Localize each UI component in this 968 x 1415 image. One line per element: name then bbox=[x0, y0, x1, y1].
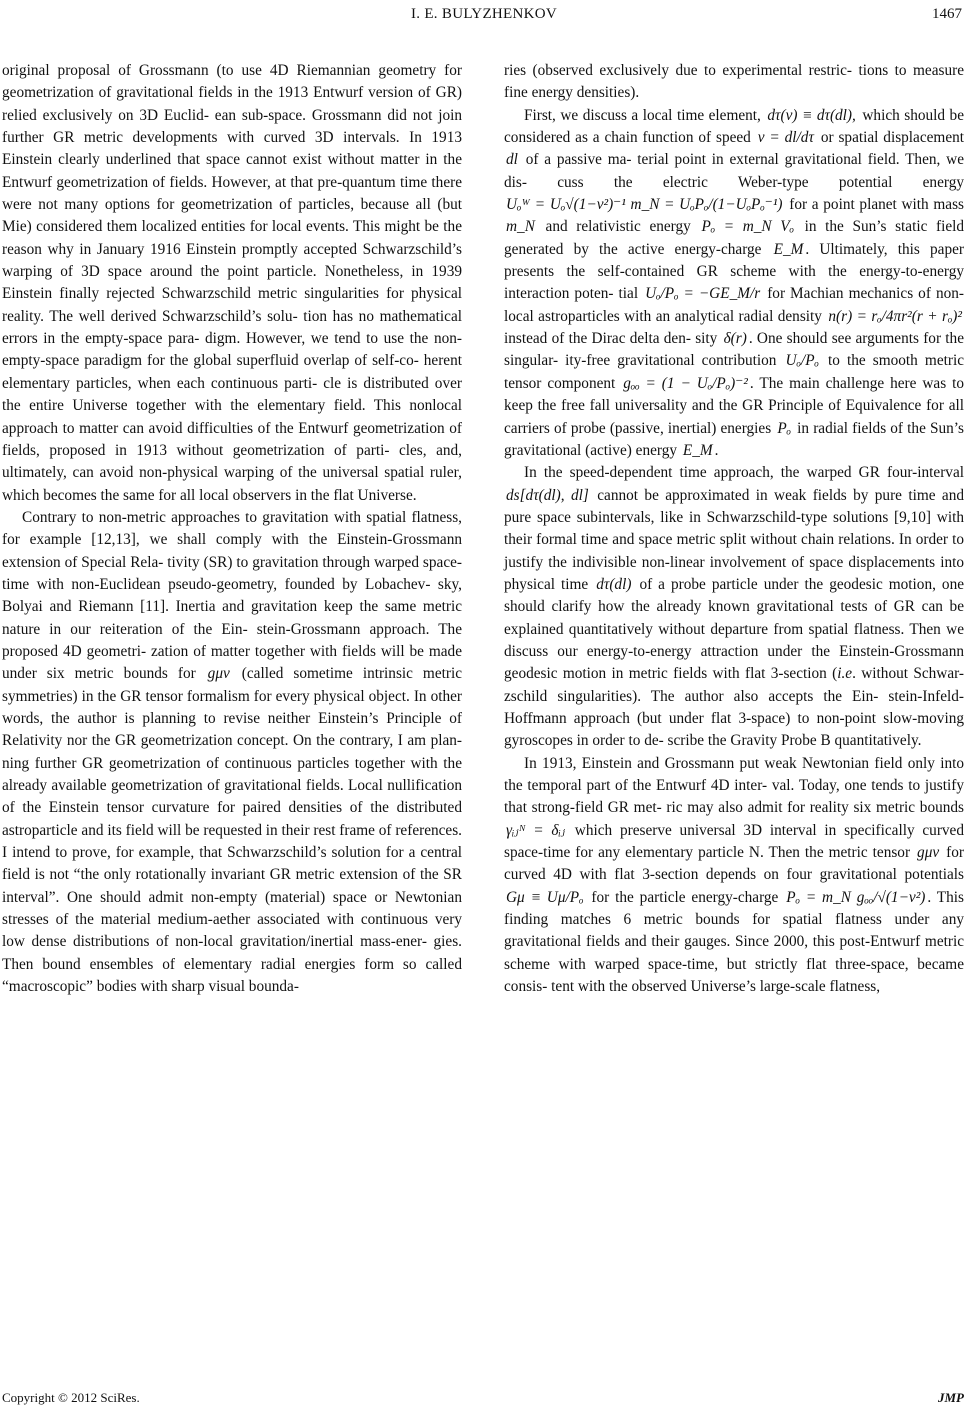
paragraph-non-metric bbox=[2, 507, 462, 999]
math-speed: v = dl/dτ bbox=[757, 129, 814, 147]
math-time-element: dτ(v) ≡ dτ(dl), bbox=[767, 106, 856, 124]
paragraph-text: Contrary to non-metric approaches to gravitation with spatial flatness, for example [12,13], we shall comply with the Einstein-Grossmann extension of Special Rela- tivity (SR) to gravitation through warped space-time with non-Euclidean pseudo-geometry, founded by Lobachev- sky, Bolyai and Riemann [11]. Inertia and gravitation keep the same metric nature in our reiteration of the Ein- stein-Grossmann approach. The proposed 4D geometri- zation of matter together with fields will be made under six metric bounds for bbox=[2, 508, 462, 683]
paragraph-grossmann: original proposal of Grossmann (to use 4D Riemannian geometry for geometrization of gravitational fields in the 1913 Entwurf version of GR) relied exclusively on 3D Euclid- ean sub-space. Grossmann did not join further GR metric developments with curved 3D intervals. In 1913 Einstein clearly underlined that space cannot exist without matter in the Entwurf geometrization of fields. However, at that pre-quantum time there were not many options for geometrization of particles, because all (but Mie) considered them localized entities for local events. This might be the reason why in January 1916 Einstein promptly accepted Schwarzschild’s warping of 3D space around the point particle. Nonetheless, in 1939 Einstein finally rejected Schwarzschild metric singularities for physical reality. The well derived Schwarzschild’s solu- tion has no mathematical errors in the empty-space para- digm. However, we tend to use the non-empty-space paradigm for the global superfluid overlap of self-co- herent elementary particles, when each continuous parti- cle is distributed over the entire Universe together with the elementary field. This nonlocal approach to matter can avoid difficulties of the Entwurf geometrization of fields, proposed in 1913 without geometrization of parti- cles, and, ultimately, can avoid non-physical warping of the universal spatial ruler, which becomes the same for all local observers in the flat Universe. bbox=[2, 62, 462, 504]
paragraph-text: in the Sun’s static field generated by the active energy-charge bbox=[504, 218, 965, 258]
paragraph-text: for Machian mechanics of non- local astroparticles with an analytical radial density bbox=[504, 285, 964, 325]
math-active-charge: E_M bbox=[773, 240, 804, 258]
math-weber-potential: Uₒᵂ = Uₒ√(1−v²)⁻¹ m_N = UₒPₒ/(1−UₒPₒ⁻¹) bbox=[506, 196, 783, 214]
math-metric-tensor: gμν bbox=[917, 844, 940, 862]
math-probe-energy: Pₒ bbox=[777, 419, 792, 437]
paragraph-text: . One should see arguments for the singular- ity-free gravitational contribution bbox=[504, 330, 964, 370]
paragraph-time-element bbox=[504, 105, 964, 463]
paragraph-text-italic: i.e bbox=[837, 665, 853, 683]
paragraph-text: in radial fields of the Sun’s gravitational (active) energy bbox=[504, 419, 964, 459]
running-title: I. E. BULYZHENKOV bbox=[410, 6, 558, 22]
math-physical-time: dτ(dl) bbox=[596, 575, 632, 593]
journal-abbreviation: JMP bbox=[938, 1390, 964, 1405]
paragraph-text: First, we discuss a local time element, bbox=[524, 106, 761, 124]
paragraph-text: to the smooth metric tensor component bbox=[504, 352, 964, 392]
paragraph-continuation: ries (observed exclusively due to experimental restric- tions to measure fine energy densities). bbox=[504, 62, 964, 102]
left-column bbox=[2, 60, 462, 998]
math-displacement: dl bbox=[506, 151, 518, 169]
math-contribution: Uₒ/Pₒ bbox=[785, 352, 819, 370]
paragraph-text: of a passive ma- terial point in external gravitational field. Then, we dis- cuss the electric Weber-type potential energy bbox=[504, 151, 964, 191]
math-interaction-potential: Uₒ/Pₒ = −GE_M/r bbox=[645, 285, 761, 303]
paragraph-text: . bbox=[714, 441, 719, 459]
right-column bbox=[504, 60, 964, 998]
paragraph-text: . The main challenge here was to keep the free fall universality and the GR Principle of Equivalence for all carriers of probe (passive, inertial) energies bbox=[504, 374, 964, 437]
paragraph-text: which should be considered as a chain function of speed bbox=[504, 106, 964, 147]
math-active-energy: E_M bbox=[682, 441, 713, 459]
math-relativistic-energy: Pₒ = m_N Vₒ bbox=[701, 218, 794, 236]
paragraph-text: . This finding matches 6 metric bounds for spatial flatness under any gravitational fields and their gauges. Since 2000, this post-Entwurf metric scheme with warped space-time, but strictly flat three-space, became consis- tent with the observed Universe’s large-scale flatness, bbox=[504, 888, 964, 996]
paragraph-text: of a probe particle under the geodesic motion, one should clarify how the already known gravitational tests of GR can be explained quantitatively without departure from spatial flatness. Then we discuss our energy-to-energy attraction under the Einstein-Grossmann geodesic motion in metric fields with flat 3-section ( bbox=[504, 575, 965, 683]
paragraph-text: for curved 4D with flat 3-section depends on four gravitational potentials bbox=[504, 844, 965, 884]
paragraph-text: or spatial displacement bbox=[820, 129, 965, 147]
paragraph-text: for the particle energy-charge bbox=[591, 888, 779, 906]
copyright-notice: Copyright © 2012 SciRes. bbox=[2, 1390, 140, 1405]
page-number: 1467 bbox=[932, 6, 962, 22]
math-grav-potentials: Gμ ≡ Uμ/Pₒ bbox=[506, 888, 584, 906]
math-energy-charge: Pₒ = m_N gₒₒ/√(1−v²) bbox=[786, 888, 926, 906]
paragraph-text: instead of the Dirac delta den- sity bbox=[504, 330, 718, 348]
page-header bbox=[0, 0, 968, 30]
paragraph-text: for a point planet with mass bbox=[789, 196, 965, 214]
math-metric-tensor: gμν bbox=[207, 665, 230, 683]
paragraph-text: (called sometime intrinsic metric symmetries) in the GR tensor formalism for every physical object. In other words, the author is planning to revise neither Einstein’s Principle of Relativity nor the GR geometrization concept. On the contrary, I am plan- ning further GR geometrization of continuous particles together with the already available geometrization of gravitational fields. Local nullification of the Einstein tensor curvature for paired densities of the distributed astroparticle and its field will be requested in their rest frame of references. I intend to prove, for example, that Schwarzschild’s solution for a central field is not “the only rotationally invariant GR metric extension of the SR interval”. One should admit non-empty (material) space or Newtonian stresses of the material medium-aether associated with continuous very low dense distributions of non-local gravitation/inertial mass-ener- gies. Then bound ensembles of elementary radial energies form so called “macroscopic” bodies with sharp visual bounda- bbox=[2, 665, 462, 996]
paragraph-text: In 1913, Einstein and Grossmann put weak Newtonian field only into the temporal part of the Entwurf 4D inter- val. Today, one tends to justify that strong-field GR met- ric may also admit for reality six metric bounds bbox=[504, 754, 964, 817]
math-metric-component: gₒₒ = (1 − Uₒ/Pₒ)⁻² bbox=[623, 374, 748, 392]
math-four-interval: ds[dτ(dl), dl] bbox=[506, 486, 589, 504]
paragraph-text: cannot be approximated in weak fields by pure time and pure space subintervals, like in Schwarzschild-type solutions [9,10] with their formal time and space metric split without chain relations. In order to justify the indivisible non-linear involvement of space displacements into physical time bbox=[504, 486, 965, 593]
paragraph-text: . Ultimately, this paper presents the self-contained GR scheme with the energy-to-energy interaction poten- tial bbox=[504, 240, 964, 303]
paragraph-text: In the speed-dependent time approach, the warped GR four-interval bbox=[524, 464, 964, 482]
paragraph-entwurf bbox=[504, 753, 964, 999]
math-dirac-delta: δ(r) bbox=[723, 330, 747, 348]
math-radial-density: n(r) = rₒ/4πr²(r + rₒ)² bbox=[828, 307, 962, 325]
paragraph-text: which preserve universal 3D interval in specifically curved space-time for any elementary particle N. Then the metric tensor bbox=[504, 821, 964, 862]
paragraph-text: and relativistic energy bbox=[545, 218, 691, 236]
math-mass: m_N bbox=[506, 218, 535, 236]
math-metric-bounds: γᵢⱼᴺ = δᵢⱼ bbox=[506, 821, 565, 839]
page-footer bbox=[0, 1390, 968, 1412]
paragraph-speed-dependent bbox=[504, 462, 964, 752]
paragraph-text: . without Schwar- zschild singularities). The author also accepts the Ein- stein-Infeld-Hoffmann approach (but under flat 3-space) to non-point slow-moving gyroscopes in order to de- scribe the Gravity Probe B quantitatively. bbox=[504, 665, 964, 750]
